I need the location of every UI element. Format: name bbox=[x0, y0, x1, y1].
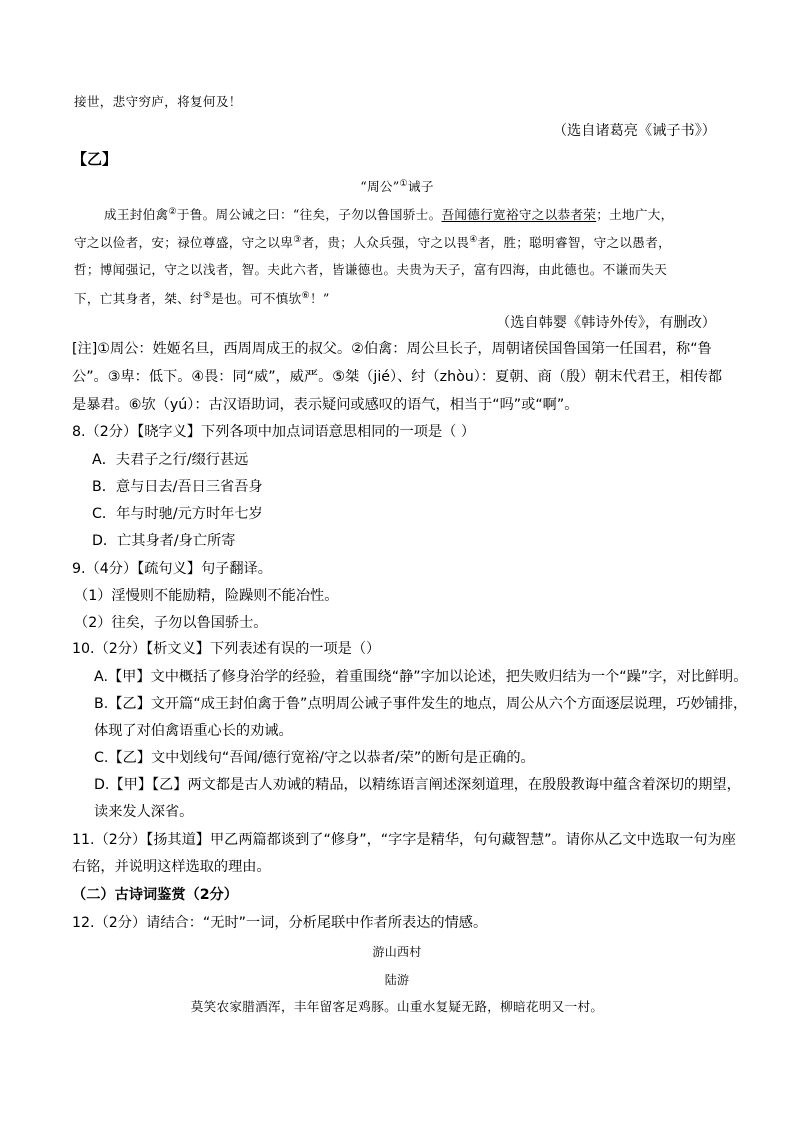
q10-option-a: A.【甲】文中概括了修身治学的经验，着重围绕“静”字加以论述，把失败归结为一个“躁”字，对比鲜明。 bbox=[94, 669, 748, 685]
q12-stem: 12.（2分）请结合：“无时”一词，分析尾联中作者所表达的情感。 bbox=[72, 915, 488, 931]
note-mark: ② bbox=[168, 207, 177, 217]
line-seg: 于鲁。周公诫之曰：“往矣，子勿以鲁国骄士。 bbox=[176, 207, 442, 223]
note-mark: ⑥ bbox=[301, 291, 310, 301]
title-post: 诫子 bbox=[407, 179, 434, 195]
passage-a-source: （选自诸葛亮《诫子书》） bbox=[552, 123, 716, 139]
passage-b-source: （选自韩婴《韩诗外传》，有删改） bbox=[496, 315, 716, 331]
line-seg: 者，胜；聪明睿智，守之以愚者， bbox=[477, 235, 671, 251]
title-pre: “周公” bbox=[360, 179, 400, 195]
section-2-heading: （二）古诗词鉴赏（2分） bbox=[72, 887, 238, 903]
passage-a-last-line: 接世，悲守穷庐，将复何及！ bbox=[74, 94, 242, 109]
q10-option-d-cont: 读来发人深省。 bbox=[94, 804, 194, 820]
passage-b-line-4 bbox=[74, 292, 330, 306]
line-seg: 守之以俭者，安；禄位尊盛，守之以卑 bbox=[74, 235, 294, 251]
line-seg: 下，亡其身者，桀、纣 bbox=[74, 291, 203, 307]
passage-b-line-1 bbox=[104, 208, 674, 222]
passage-b-line-3: 哲；博闻强记，守之以浅者，智。夫此六者，皆谦德也。夫贵为天子，富有四海，由此德也。不谦而失天 bbox=[74, 262, 668, 277]
poem-line: 莫笑农家腊酒浑，丰年留客足鸡豚。山重水复疑无路，柳暗花明又一村。 bbox=[190, 999, 604, 1014]
passage-b-heading: 【乙】 bbox=[72, 150, 118, 168]
line-seg: 成王封伯禽 bbox=[104, 207, 169, 223]
line-seg: 是也。可不慎欤 bbox=[211, 291, 302, 307]
note-mark: ⑤ bbox=[202, 291, 212, 301]
note-mark: ④ bbox=[469, 235, 478, 245]
q9-stem: 9.（4分）【疏句义】句子翻译。 bbox=[72, 561, 272, 577]
q9-item-2: （2）往矣，子勿以鲁国骄士。 bbox=[74, 615, 268, 631]
q8-option-a: A．夫君子之行/缀行甚远 bbox=[92, 452, 249, 468]
q8-option-d: D．亡其身者/身亡所寄 bbox=[92, 533, 236, 549]
q10-option-b-cont: 体现了对伯禽语重心长的劝诫。 bbox=[94, 723, 293, 739]
q8-option-b: B．意与日去/吾日三省吾身 bbox=[92, 479, 263, 495]
q11-stem: 11.（2分）【扬其道】甲乙两篇都谈到了“修身”，“字字是精华，句句藏智慧”。请你从乙文中选取一句为座 bbox=[72, 832, 736, 848]
passage-b-line-2 bbox=[74, 236, 671, 250]
q11-stem-cont: 右铭，并说明这样选取的理由。 bbox=[72, 859, 271, 875]
poem-author: 陆游 bbox=[384, 973, 410, 987]
q10-option-d: D.【甲】【乙】两文都是古人劝诫的精品，以精练语言阐述深刻道理，在殷殷教诲中蕴含着深切的期望， bbox=[94, 777, 741, 793]
poem-title: 游山西村 bbox=[372, 945, 422, 959]
line-seg: ！” bbox=[309, 291, 330, 307]
title-note-mark: ① bbox=[399, 179, 408, 189]
q8-option-c: C．年与时驰/元方时年七岁 bbox=[92, 506, 263, 522]
line-seg: ；土地广大， bbox=[596, 207, 674, 223]
passage-b-title bbox=[0, 180, 794, 194]
q10-stem: 10.（2分）【析文义】下列表述有误的一项是（） bbox=[72, 641, 381, 657]
underlined-sentence: 吾闻德行宽裕守之以恭者荣 bbox=[441, 207, 597, 223]
q9-item-1: （1）淫慢则不能励精，险躁则不能冶性。 bbox=[74, 588, 339, 604]
q8-stem: 8.（2分）【晓字义】下列各项中加点词语意思相同的一项是（ ） bbox=[72, 424, 476, 440]
note-mark: ③ bbox=[293, 235, 302, 245]
note-line-2: 公”。③卑：低下。④畏：同“威”，威严。⑤桀（jié）、纣（zhòu）：夏朝、商（殷）朝末代君王，相传都 bbox=[72, 369, 723, 385]
note-line-1: [注]①周公：姓姬名旦，西周周成王的叔父。②伯禽：周公旦长子，周朝诸侯国鲁国第一任国君，称“鲁 bbox=[72, 341, 712, 357]
line-seg: 者，贵；人众兵强，守之以畏 bbox=[301, 235, 470, 251]
q10-option-b: B.【乙】文开篇“成王封伯禽于鲁”点明周公诫子事件发生的地点，周公从六个方面逐层说理，巧妙铺排， bbox=[94, 696, 748, 712]
note-line-3: 是暴君。⑥欤（yú）：古汉语助词，表示疑问或感叹的语气，相当于“吗”或“啊”。 bbox=[72, 397, 579, 413]
q10-option-c: C.【乙】文中划线句“吾闻/德行宽裕/守之以恭者/荣”的断句是正确的。 bbox=[94, 750, 535, 766]
